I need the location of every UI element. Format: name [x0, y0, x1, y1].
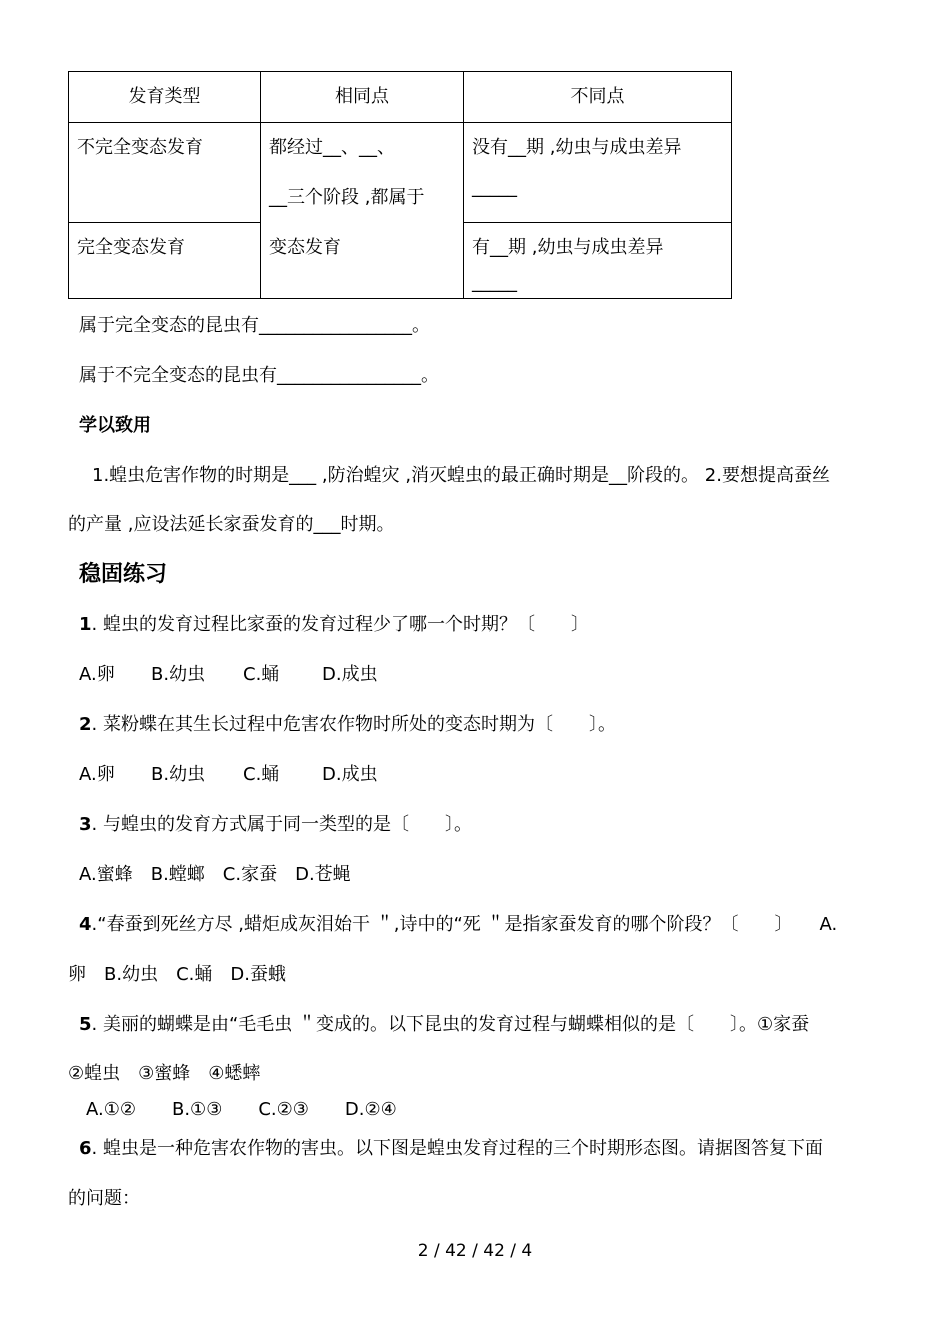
- fill-complete: 属于完全变态的昆虫有_________________。: [79, 315, 430, 336]
- q1-option-d: D.成虫: [322, 664, 378, 685]
- q4-text: .“春蚕到死丝方尽 ,蜡炬成灰泪始干 ＂,诗中的“死 ＂是指家蚕发育的哪个阶段？〔 〕 A.: [91, 914, 838, 935]
- practice-heading: 稳固练习: [79, 562, 168, 587]
- fill-incomplete: 属于不完全变态的昆虫有________________。: [79, 365, 439, 386]
- q2-option-c: C.蛹: [243, 764, 280, 785]
- q1-option-c: C.蛹: [243, 664, 280, 685]
- row1-diff-line1: 没有__期 ,幼虫与成虫差异: [472, 137, 682, 158]
- comparison-table: [68, 71, 732, 299]
- table-header-row: [69, 72, 732, 123]
- question-1: [79, 612, 589, 638]
- q1-text: . 蝗虫的发育过程比家蚕的发育过程少了哪一个时期？〔 〕: [91, 614, 589, 635]
- q4-options: 卵 B.幼虫 C.蛹 D.蚕蛾: [68, 964, 286, 985]
- question-5: [79, 1012, 809, 1038]
- q2-options: [0, 762, 950, 788]
- q3-number: 3: [79, 814, 92, 835]
- row2-diff-line2: _____: [472, 272, 517, 293]
- q2-text: . 菜粉蝶在其生长过程中危害农作物时所处的变态时期为〔 〕。: [91, 714, 616, 735]
- q3-options: A.蜜蜂 B.螳螂 C.家蚕 D.苍蝇: [79, 864, 351, 885]
- row1-type: 不完全变态发育: [69, 123, 261, 223]
- apply-line-2: 的产量 ,应设法延长家蚕发育的___时期。: [68, 514, 395, 535]
- page-footer: 2 / 42 / 42 / 4: [417, 1241, 533, 1261]
- q1-option-b: B.幼虫: [151, 664, 206, 685]
- q2-number: 2: [79, 714, 92, 735]
- question-3: [79, 812, 472, 838]
- q1-option-a: A.卵: [79, 664, 115, 685]
- same-line-2: __三个阶段 ,都属于: [269, 187, 425, 208]
- q3-text: . 与蝗虫的发育方式属于同一类型的是〔 〕。: [91, 814, 472, 835]
- q2-option-a: A.卵: [79, 764, 115, 785]
- row2-type: 完全变态发育: [69, 223, 261, 299]
- q6-line-2: 的问题：: [68, 1188, 140, 1209]
- row2-diff: [464, 223, 732, 299]
- header-same: 相同点: [261, 72, 464, 123]
- header-type: 发育类型: [69, 72, 261, 123]
- row1-diff-line2: _____: [472, 177, 517, 198]
- question-4: [79, 912, 837, 938]
- q2-option-d: D.成虫: [322, 764, 378, 785]
- table-row: [69, 123, 732, 223]
- same-line-3: 变态发育: [269, 237, 341, 258]
- q2-option-b: B.幼虫: [151, 764, 206, 785]
- question-6: [79, 1136, 823, 1162]
- question-2: [79, 712, 616, 738]
- q1-number: 1: [79, 614, 92, 635]
- q5-number: 5: [79, 1014, 92, 1035]
- q6-number: 6: [79, 1138, 92, 1159]
- row2-diff-line1: 有__期 ,幼虫与成虫差异: [472, 237, 664, 258]
- header-diff: 不同点: [464, 72, 732, 123]
- row1-diff: [464, 123, 732, 223]
- apply-heading: 学以致用: [79, 415, 151, 436]
- same-points-cell: [261, 123, 464, 299]
- apply-line-1: 1.蝗虫危害作物的时期是___ ,防治蝗灾 ,消灭蝗虫的最正确时期是__阶段的。 2.要想提高蚕丝: [92, 465, 830, 486]
- q5-line-2: ②蝗虫 ③蜜蜂 ④蟋蟀: [68, 1063, 261, 1084]
- same-line-1: 都经过__、__、: [269, 137, 395, 158]
- q5-options: A.①② B.①③ C.②③ D.②④: [86, 1099, 397, 1120]
- q5-text: . 美丽的蝴蝶是由“毛毛虫 ＂变成的。以下昆虫的发育过程与蝴蝶相似的是〔 〕。①家蚕: [91, 1014, 810, 1035]
- q6-text: . 蝗虫是一种危害农作物的害虫。以下图是蝗虫发育过程的三个时期形态图。请据图答复下面: [91, 1138, 823, 1159]
- q1-options: [0, 662, 950, 688]
- q4-number: 4: [79, 914, 92, 935]
